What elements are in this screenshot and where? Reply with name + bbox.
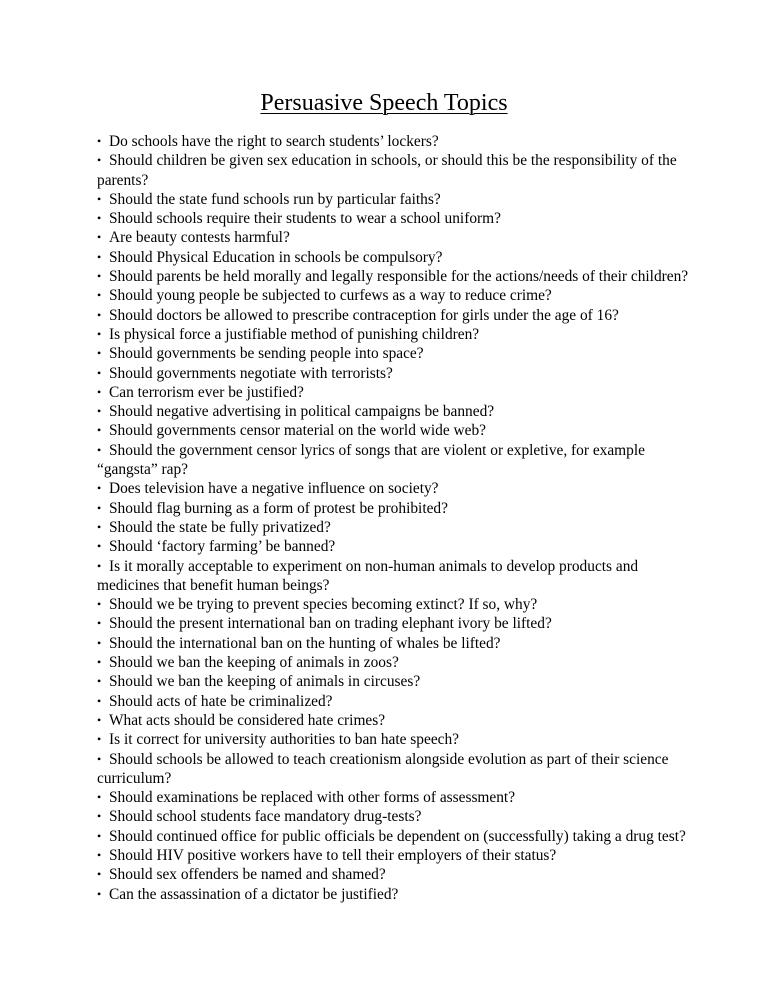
- bullet-icon: •: [97, 230, 102, 245]
- bullet-icon: •: [97, 616, 102, 631]
- topic-text: Should school students face mandatory drug-tests?: [109, 808, 422, 826]
- bullet-icon: •: [97, 751, 102, 766]
- bullet-icon: •: [97, 326, 102, 341]
- topic-text: Should the government censor lyrics of songs that are violent or expletive, for example “gangsta” rap?: [97, 441, 645, 479]
- topic-text: Should flag burning as a form of protest be prohibited?: [109, 499, 448, 517]
- bullet-icon: •: [97, 655, 102, 670]
- list-item: [97, 364, 697, 383]
- topic-text: Should children be given sex education in schools, or should this be the responsibility of the parents?: [97, 152, 677, 189]
- list-item: [97, 479, 697, 498]
- topic-text: Is physical force a justifiable method of punishing children?: [109, 325, 480, 343]
- topic-text: Should continued office for public officials be dependent on (successfully) taking a drug test?: [109, 827, 686, 845]
- list-item: [97, 344, 697, 363]
- list-item: [97, 306, 697, 325]
- topic-text: Should the present international ban on trading elephant ivory be lifted?: [109, 615, 552, 633]
- topic-text: Should governments negotiate with terrorists?: [109, 364, 393, 382]
- topic-text: Should the state fund schools run by particular faiths?: [109, 190, 441, 208]
- topic-text: Do schools have the right to search students’ lockers?: [109, 133, 439, 150]
- bullet-icon: •: [97, 365, 102, 380]
- topic-text: Should we ban the keeping of animals in zoos?: [109, 654, 399, 672]
- bullet-icon: •: [97, 693, 102, 708]
- list-item: [97, 383, 697, 402]
- list-item: [97, 865, 697, 884]
- list-item: [97, 441, 697, 480]
- bullet-icon: •: [97, 153, 102, 168]
- list-item: [97, 692, 697, 711]
- topic-text: Should the international ban on the hunting of whales be lifted?: [109, 634, 501, 652]
- list-item: [97, 286, 697, 305]
- bullet-icon: •: [97, 249, 102, 264]
- topic-text: Should governments censor material on the world wide web?: [109, 422, 486, 440]
- topic-text: Should examinations be replaced with other forms of assessment?: [109, 789, 516, 807]
- bullet-icon: •: [97, 712, 102, 727]
- topic-text: Should governments be sending people into space?: [109, 345, 424, 363]
- bullet-icon: •: [97, 481, 102, 496]
- list-item: [97, 267, 697, 286]
- list-item: [97, 190, 697, 209]
- list-item: [97, 518, 697, 537]
- topic-text: Should schools require their students to wear a school uniform?: [109, 210, 501, 228]
- topic-text: Should we ban the keeping of animals in circuses?: [109, 673, 421, 691]
- list-item: [97, 614, 697, 633]
- bullet-icon: •: [97, 867, 102, 882]
- bullet-icon: •: [97, 211, 102, 226]
- list-item: [97, 653, 697, 672]
- list-item: [97, 228, 697, 247]
- list-item: [97, 634, 697, 653]
- list-item: [97, 325, 697, 344]
- bullet-icon: •: [97, 346, 102, 361]
- list-item: [97, 788, 697, 807]
- topic-text: Can the assassination of a dictator be justified?: [109, 885, 399, 903]
- bullet-icon: •: [97, 384, 102, 399]
- list-item: [97, 711, 697, 730]
- list-item: [97, 750, 697, 789]
- topic-text: Is it correct for university authorities to ban hate speech?: [109, 731, 460, 749]
- topic-text: What acts should be considered hate crimes?: [109, 711, 386, 729]
- bullet-icon: •: [97, 790, 102, 805]
- document-title: Persuasive Speech Topics: [260, 90, 508, 116]
- topic-text: Are beauty contests harmful?: [109, 229, 290, 247]
- list-item: [97, 730, 697, 749]
- list-item: [97, 209, 697, 228]
- bullet-icon: •: [97, 539, 102, 554]
- bullet-icon: •: [97, 191, 102, 206]
- list-item: [97, 248, 697, 267]
- topic-text: Should sex offenders be named and shamed?: [109, 866, 386, 884]
- list-item: [97, 672, 697, 691]
- bullet-icon: •: [97, 558, 102, 573]
- bullet-icon: •: [97, 500, 102, 515]
- topic-text: Should ‘factory farming’ be banned?: [109, 538, 336, 556]
- bullet-icon: •: [97, 288, 102, 303]
- bullet-icon: •: [97, 847, 102, 862]
- list-item: [97, 132, 697, 151]
- topic-text: Should acts of hate be criminalized?: [109, 692, 333, 710]
- list-item: [97, 499, 697, 518]
- bullet-icon: •: [97, 519, 102, 534]
- list-item: [97, 557, 697, 596]
- list-item: [97, 537, 697, 556]
- topic-text: Should Physical Education in schools be compulsory?: [109, 248, 443, 266]
- list-item: [97, 421, 697, 440]
- list-item: [97, 402, 697, 421]
- topic-text: Does television have a negative influence on society?: [109, 480, 439, 498]
- bullet-icon: •: [97, 828, 102, 843]
- bullet-icon: •: [97, 809, 102, 824]
- bullet-icon: •: [97, 635, 102, 650]
- topic-text: Should we be trying to prevent species becoming extinct? If so, why?: [109, 596, 538, 614]
- topic-text: Should parents be held morally and legally responsible for the actions/needs of their children?: [109, 268, 689, 286]
- bullet-icon: •: [97, 307, 102, 322]
- topic-text: Should doctors be allowed to prescribe contraception for girls under the age of 16?: [109, 306, 619, 324]
- bullet-icon: •: [97, 423, 102, 438]
- list-item: [97, 846, 697, 865]
- topic-text: Should negative advertising in political campaigns be banned?: [109, 403, 495, 421]
- bullet-icon: •: [97, 732, 102, 747]
- topic-text: Should schools be allowed to teach creationism alongside evolution as part of their science curriculum?: [97, 750, 669, 787]
- topic-text: Should young people be subjected to curfews as a way to reduce crime?: [109, 287, 552, 305]
- topic-text: Can terrorism ever be justified?: [109, 383, 304, 401]
- list-item: [97, 151, 697, 190]
- topic-text: Should HIV positive workers have to tell their employers of their status?: [109, 846, 557, 864]
- list-item: [97, 885, 697, 904]
- bullet-icon: •: [97, 134, 102, 148]
- bullet-icon: •: [97, 597, 102, 612]
- bullet-icon: •: [97, 886, 102, 901]
- topic-list: [97, 132, 697, 904]
- topic-text: Is it morally acceptable to experiment on non-human animals to develop products and medicines that benefit human beings?: [97, 557, 639, 594]
- list-item: [97, 595, 697, 614]
- list-item: [97, 827, 697, 846]
- bullet-icon: •: [97, 269, 102, 284]
- bullet-icon: •: [97, 442, 102, 457]
- topic-text: Should the state be fully privatized?: [109, 518, 331, 536]
- bullet-icon: •: [97, 404, 102, 419]
- list-item: [97, 807, 697, 826]
- bullet-icon: •: [97, 674, 102, 689]
